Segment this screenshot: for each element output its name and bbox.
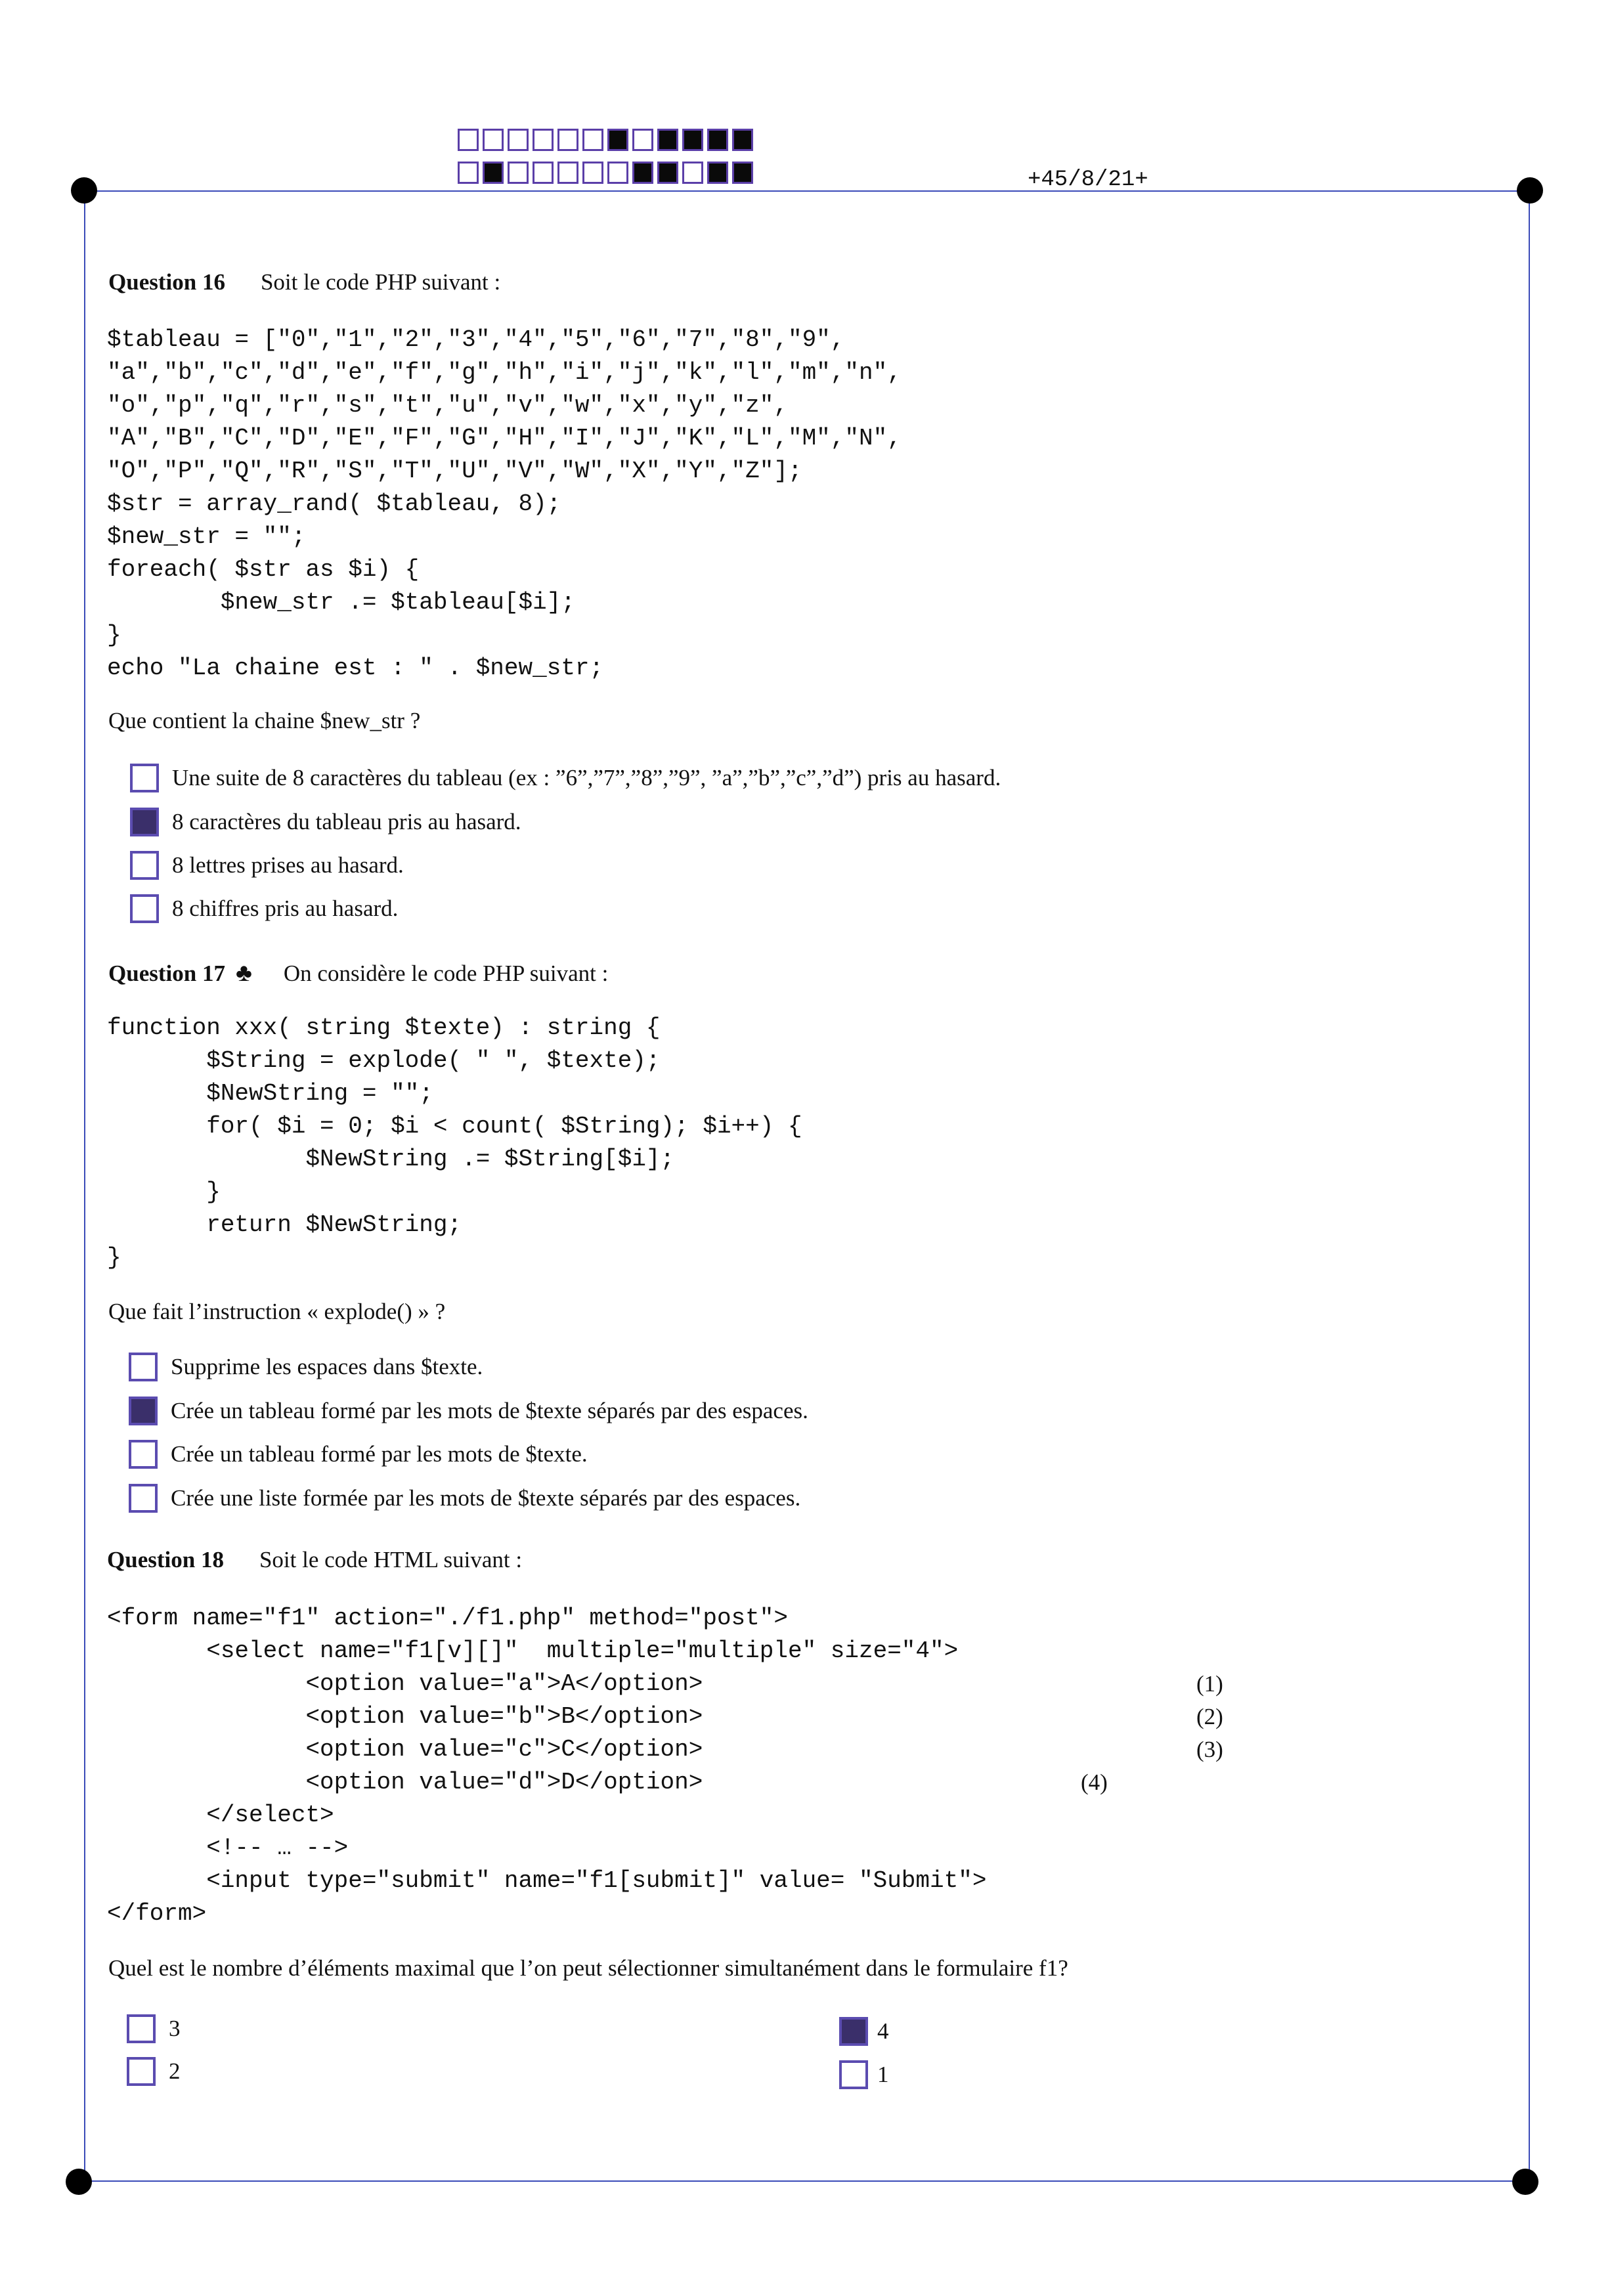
answer-checkbox[interactable] xyxy=(130,764,159,792)
barcode-cell xyxy=(557,129,578,151)
barcode-cell xyxy=(557,162,578,184)
barcode-cell xyxy=(458,129,479,151)
corner-mark-top-left xyxy=(71,177,97,204)
question-number: Question 16 xyxy=(108,269,225,295)
barcode-cell xyxy=(607,129,628,151)
answer-checkbox[interactable] xyxy=(839,2017,868,2046)
corner-mark-top-right xyxy=(1517,177,1543,204)
corner-mark-bottom-right xyxy=(1512,2169,1538,2195)
barcode-row xyxy=(458,129,753,151)
answer-label: Supprime les espaces dans $texte. xyxy=(171,1354,483,1379)
answer-option[interactable] xyxy=(129,1353,483,1381)
barcode-cell xyxy=(632,162,653,184)
question-intro: On considère le code PHP suivant : xyxy=(283,961,609,986)
question-17-heading xyxy=(108,959,608,987)
barcode-cell xyxy=(707,162,728,184)
answer-option[interactable] xyxy=(129,1440,588,1469)
barcode-cell xyxy=(732,162,753,184)
club-icon: ♣ xyxy=(235,959,252,987)
barcode-cell xyxy=(483,162,504,184)
line-marker: (3) xyxy=(1196,1737,1223,1762)
answer-label: 8 caractères du tableau pris au hasard. xyxy=(172,809,521,834)
question-16-code: $tableau = ["0","1","2","3","4","5","6","7","8","9", "a","b","c","d","e","f","g","h","i","j","k","l","m","n", "o","p","q","r","s","t","u","v","w","x","y","z", "A","B","C","D","E","F","G","H","I","J","K","L","M","N", "O","P","Q","R","S","T","U","V","W","X","Y","Z"]; $str = array_rand( $tableau, 8); $new_str = ""; foreach( $str as $i) { $new_str .= $tableau[$i]; } echo "La chaine est : " . $new_str; xyxy=(107,326,902,682)
question-16-heading xyxy=(108,269,500,295)
barcode-cell xyxy=(508,129,529,151)
barcode-cell xyxy=(458,162,479,184)
question-18-prompt: Quel est le nombre d’éléments maximal que l’on peut sélectionner simultanément dans le formulaire f1? xyxy=(108,1955,1068,1981)
answer-option[interactable] xyxy=(839,2060,889,2089)
answer-checkbox[interactable] xyxy=(127,2014,156,2043)
barcode-cell xyxy=(607,162,628,184)
line-marker: (2) xyxy=(1196,1704,1223,1729)
answer-checkbox[interactable] xyxy=(130,894,159,923)
line-marker: (4) xyxy=(1081,1769,1108,1795)
answer-option[interactable] xyxy=(130,764,1001,792)
question-number: Question 18 xyxy=(107,1547,224,1572)
question-18-code: <form name="f1" action="./f1.php" method="post"> <select name="f1[v][]" multiple="multiple" size="4"> <option value="a">A</option> <option value="b">B</option> <option value="c">C</option> <option value="d">D</option> </select> <!-- … --> <input type="submit" name="f1[submit]" value= "Submit"> </form> xyxy=(107,1605,987,1927)
answer-checkbox[interactable] xyxy=(129,1484,158,1513)
question-intro: Soit le code PHP suivant : xyxy=(260,269,501,295)
answer-label: 1 xyxy=(877,2062,889,2087)
question-17-code: function xxx( string $texte) : string { $String = explode( " ", $texte); $NewString = ""; for( $i = 0; $i < count( $String); $i++) { $NewString .= $String[$i]; } return $NewString; } xyxy=(107,1014,802,1271)
answer-checkbox[interactable] xyxy=(127,2057,156,2086)
barcode-cell xyxy=(657,162,678,184)
answer-checkbox[interactable] xyxy=(839,2060,868,2089)
barcode-row xyxy=(458,162,753,184)
answer-checkbox[interactable] xyxy=(130,808,159,836)
question-intro: Soit le code HTML suivant : xyxy=(259,1547,523,1572)
question-17-prompt: Que fait l’instruction « explode() » ? xyxy=(108,1299,446,1324)
barcode-cell xyxy=(682,129,703,151)
barcode-cell xyxy=(732,129,753,151)
answer-label: Crée un tableau formé par les mots de $texte. xyxy=(171,1441,588,1467)
barcode-cell xyxy=(582,162,603,184)
answer-label: 8 lettres prises au hasard. xyxy=(172,852,404,878)
answer-label: Crée une liste formée par les mots de $texte séparés par des espaces. xyxy=(171,1485,801,1511)
question-16-prompt: Que contient la chaine $new_str ? xyxy=(108,708,421,733)
answer-option[interactable] xyxy=(129,1484,800,1513)
answer-checkbox[interactable] xyxy=(130,851,159,880)
answer-option[interactable] xyxy=(127,2014,181,2043)
barcode-cell xyxy=(533,162,554,184)
barcode-cell xyxy=(508,162,529,184)
answer-label: Crée un tableau formé par les mots de $texte séparés par des espaces. xyxy=(171,1398,808,1423)
answer-option[interactable] xyxy=(130,808,521,836)
answer-option[interactable] xyxy=(130,894,398,923)
answer-label: Une suite de 8 caractères du tableau (ex : ”6”,”7”,”8”,”9”, ”a”,”b”,”c”,”d”) pris au hasard. xyxy=(172,765,1001,791)
barcode-cell xyxy=(657,129,678,151)
answer-option[interactable] xyxy=(127,2057,181,2086)
page-id: +45/8/21+ xyxy=(1028,167,1148,192)
barcode-cell xyxy=(582,129,603,151)
answer-option[interactable] xyxy=(130,851,404,880)
answer-checkbox[interactable] xyxy=(129,1353,158,1381)
question-number: Question 17 xyxy=(108,961,225,986)
answer-option[interactable] xyxy=(129,1397,808,1425)
answer-checkbox[interactable] xyxy=(129,1440,158,1469)
barcode-cell xyxy=(682,162,703,184)
answer-checkbox[interactable] xyxy=(129,1397,158,1425)
question-18-heading xyxy=(107,1547,522,1573)
answer-label: 2 xyxy=(169,2058,181,2084)
barcode-cell xyxy=(483,129,504,151)
barcode-cell xyxy=(707,129,728,151)
line-marker: (1) xyxy=(1196,1671,1223,1697)
answer-option[interactable] xyxy=(839,2017,889,2046)
answer-label: 3 xyxy=(169,2016,181,2041)
barcode-cell xyxy=(632,129,653,151)
corner-mark-bottom-left xyxy=(66,2169,92,2195)
answer-label: 4 xyxy=(877,2018,889,2044)
barcode-cell xyxy=(533,129,554,151)
answer-label: 8 chiffres pris au hasard. xyxy=(172,896,399,921)
